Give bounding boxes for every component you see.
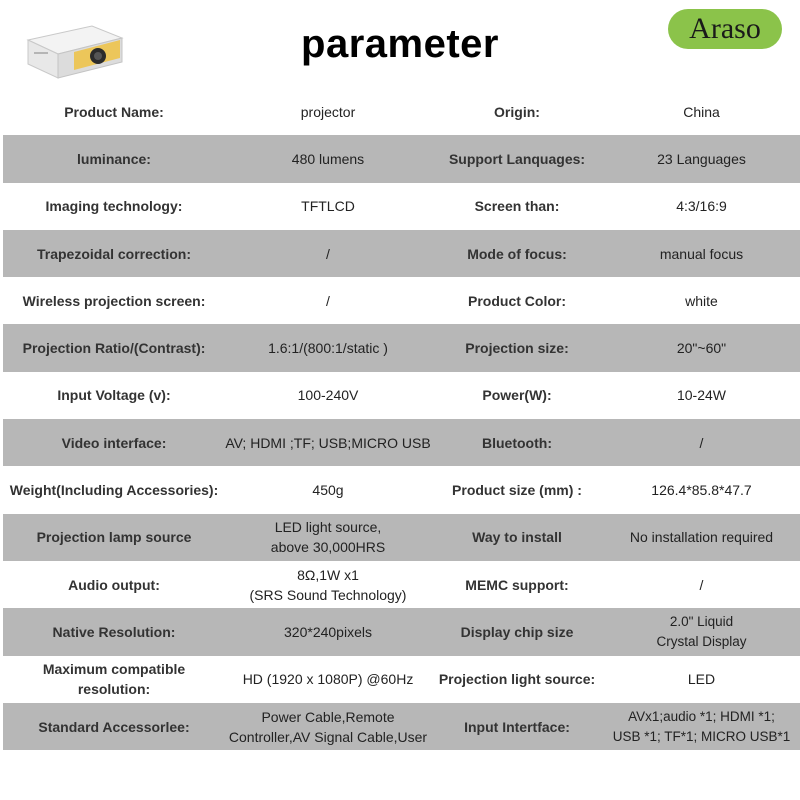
spec-label (3, 656, 225, 703)
spec-label: Weight(Including Accessories): (9, 482, 219, 499)
spec-value (603, 608, 800, 655)
spec-value-line: (SRS Sound Technology) (249, 586, 407, 603)
spec-value: manual focus (659, 245, 744, 262)
table-row (3, 230, 800, 277)
spec-value: 23 Languages (657, 150, 746, 167)
spec-label: Projection lamp source (36, 529, 192, 546)
spec-value-line: above 30,000HRS (270, 539, 386, 556)
spec-label: Origin: (494, 103, 540, 120)
spec-label: Screen than: (474, 198, 560, 215)
spec-label: Product Color: (468, 292, 566, 309)
table-row (3, 183, 800, 230)
spec-value-line: Controller,AV Signal Cable,User (228, 728, 428, 745)
table-row (3, 277, 800, 324)
spec-label: Projection size: (465, 340, 569, 357)
table-row (3, 324, 800, 371)
table-row (3, 135, 800, 182)
page-title: parameter (301, 22, 499, 66)
spec-label-line: resolution: (77, 681, 151, 698)
spec-value (225, 703, 431, 750)
spec-label: MEMC support: (465, 576, 569, 593)
table-row (3, 656, 800, 703)
spec-value-line: AVx1;audio *1; HDMI *1; (628, 708, 775, 724)
spec-label: Support Lanquages: (448, 150, 586, 167)
table-row (3, 372, 800, 419)
spec-label: Video interface: (61, 434, 167, 451)
spec-value (603, 703, 800, 750)
spec-value: 1.6:1/(800:1/static ) (268, 340, 388, 357)
table-row (3, 419, 800, 466)
spec-value: LED (687, 671, 716, 688)
spec-label: Bluetooth: (482, 434, 552, 451)
spec-value: projector (300, 103, 356, 120)
spec-value-line: LED light source, (274, 519, 382, 536)
spec-label: luminance: (77, 150, 151, 167)
spec-label-line: Maximum compatible (42, 661, 186, 678)
spec-table (3, 88, 800, 750)
spec-value: China (683, 103, 720, 120)
spec-value-line: Power Cable,Remote (261, 708, 395, 725)
spec-label: Product Name: (64, 103, 164, 120)
spec-label: Input Intertface: (464, 718, 570, 735)
spec-label: Standard Accessorlee: (38, 718, 190, 735)
spec-value-line: USB *1; TF*1; MICRO USB*1 (612, 728, 791, 744)
brand-badge: Araso (668, 9, 782, 49)
table-row (3, 608, 800, 655)
spec-value: / (699, 576, 704, 593)
spec-label: Projection Ratio/(Contrast): (22, 340, 206, 357)
spec-label: Projection light source: (438, 671, 596, 688)
spec-value: 450g (312, 482, 344, 499)
table-row (3, 561, 800, 608)
spec-value: 100-240V (297, 387, 359, 404)
spec-value: TFTLCD (301, 198, 355, 215)
spec-value-line: Crystal Display (656, 633, 747, 649)
spec-value (225, 514, 431, 561)
header (0, 0, 800, 88)
spec-label: Trapezoidal correction: (36, 245, 192, 262)
spec-label: Product size (mm) : (452, 482, 582, 499)
spec-value-line: 8Ω,1W x1 (297, 566, 359, 583)
spec-value: AV; HDMI ;TF; USB;MICRO USB (225, 434, 431, 451)
spec-value: 480 lumens (291, 150, 365, 167)
spec-label: Native Resolution: (52, 623, 176, 640)
spec-label: Power(W): (482, 387, 552, 404)
table-row (3, 703, 800, 750)
table-row (3, 88, 800, 135)
spec-label: Way to install (472, 529, 562, 546)
spec-value: 10-24W (676, 387, 727, 404)
spec-value: 20"~60" (676, 340, 727, 357)
spec-value: / (699, 434, 704, 451)
spec-label: Imaging technology: (45, 198, 183, 215)
spec-value: white (685, 292, 718, 309)
spec-value: 320*240pixels (284, 623, 372, 640)
spec-value: 126.4*85.8*47.7 (651, 482, 752, 499)
spec-label: Wireless projection screen: (22, 292, 206, 309)
spec-value (225, 561, 431, 608)
table-row (3, 514, 800, 561)
spec-value-line: 2.0" Liquid (669, 613, 734, 629)
spec-label: Audio output: (68, 576, 160, 593)
spec-value: / (326, 245, 330, 262)
table-row (3, 466, 800, 513)
spec-label: Input Voltage (v): (57, 387, 171, 404)
spec-value: HD (1920 x 1080P) @60Hz (242, 671, 414, 688)
spec-value: 4:3/16:9 (676, 198, 727, 215)
spec-value: / (326, 292, 330, 309)
spec-label: Mode of focus: (467, 245, 567, 262)
spec-label: Display chip size (460, 623, 574, 640)
spec-value: No installation required (629, 529, 774, 546)
